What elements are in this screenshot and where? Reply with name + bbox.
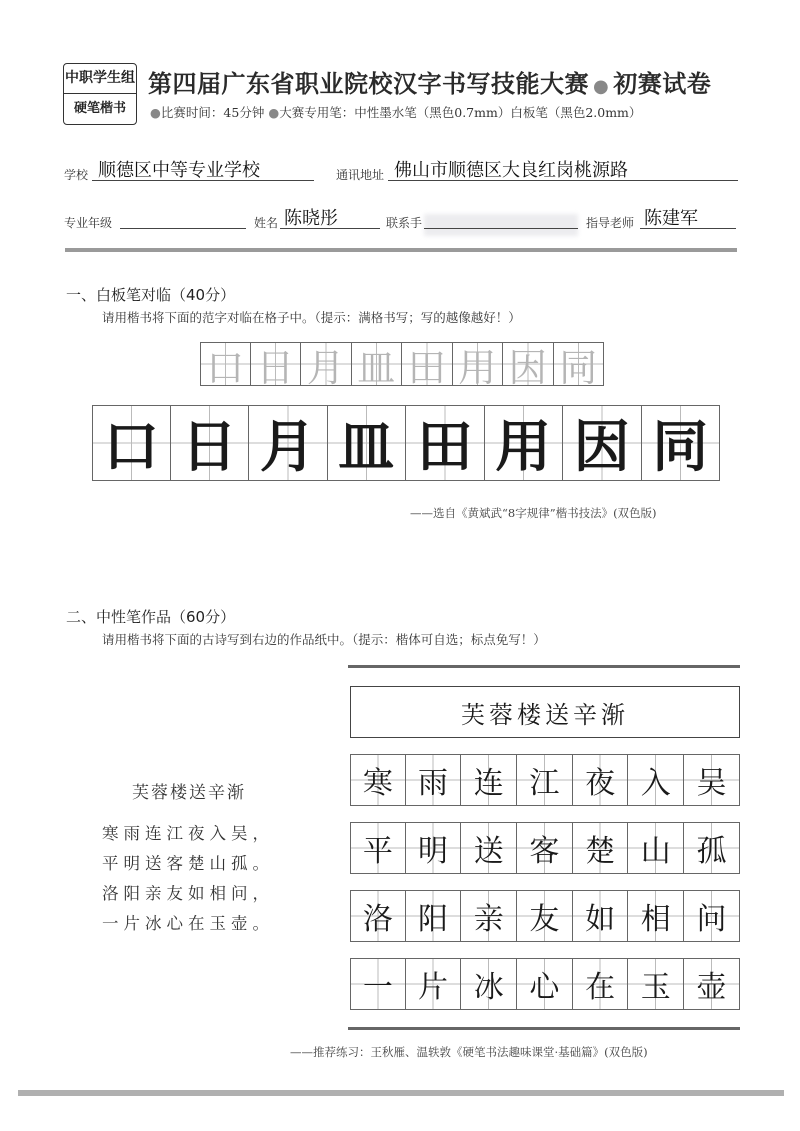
model-char-cell: 同	[554, 342, 605, 386]
copy-char-row	[92, 405, 720, 481]
sheet-char-cell[interactable]: 冰	[461, 958, 517, 1010]
model-char-cell: 日	[251, 342, 302, 386]
sheet-char-cell[interactable]: 寒	[350, 754, 406, 806]
sheet-row-3	[350, 890, 740, 942]
section1-title: 一、白板笔对临（40分）	[66, 286, 236, 304]
footer-divider	[18, 1090, 784, 1096]
poem-line: 平明送客楚山孤。	[102, 854, 274, 873]
sheet-char-cell[interactable]: 楚	[573, 822, 629, 874]
poem-line: 一片冰心在玉壶。	[102, 914, 274, 933]
model-char-cell: 因	[503, 342, 554, 386]
sheet-char-cell[interactable]: 洛	[350, 890, 406, 942]
page-title	[148, 64, 711, 99]
name-label: 姓名	[254, 216, 279, 230]
sheet-bottom-border	[348, 1027, 740, 1030]
address-label: 通讯地址	[336, 168, 385, 182]
model-char-row	[200, 342, 604, 390]
poem-title: 芙蓉楼送辛渐	[132, 783, 246, 803]
phone-label: 联系手	[386, 216, 423, 230]
sheet-char-cell[interactable]: 相	[628, 890, 684, 942]
teacher-label: 指导老师	[586, 216, 635, 230]
sheet-char-cell[interactable]: 平	[350, 822, 406, 874]
phone-redaction	[424, 214, 578, 236]
sheet-char-cell[interactable]: 在	[573, 958, 629, 1010]
sheet-char-cell[interactable]: 如	[573, 890, 629, 942]
sheet-char-cell[interactable]: 连	[461, 754, 517, 806]
sheet-char-cell[interactable]: 问	[684, 890, 740, 942]
poem-line: 寒雨连江夜入吴，	[102, 824, 274, 843]
section2-credit: ——推荐练习：王秋雁、温轶敦《硬笔书法趣味课堂·基础篇》(双色版)	[290, 1045, 648, 1059]
subtitle-time: 比赛时间：45分钟	[160, 105, 265, 120]
section1-credit: ——选自《黄斌武“8字规律”楷书技法》(双色版)	[410, 506, 657, 520]
sheet-char-cell[interactable]: 夜	[573, 754, 629, 806]
bullet-dot-icon: ●	[593, 76, 610, 97]
phone-underline	[424, 228, 578, 229]
bullet-dot-icon: ●	[268, 105, 280, 120]
sheet-char-cell[interactable]: 一	[350, 958, 406, 1010]
sheet-char-cell[interactable]: 明	[406, 822, 462, 874]
copy-char-cell[interactable]: 皿	[328, 405, 407, 481]
header-divider	[65, 248, 737, 252]
bullet-dot-icon: ●	[150, 105, 161, 120]
sheet-row-1	[350, 754, 740, 806]
copy-char-cell[interactable]: 日	[171, 405, 250, 481]
sheet-char-cell[interactable]: 心	[517, 958, 573, 1010]
sheet-row-2	[350, 822, 740, 874]
sheet-char-cell[interactable]: 阳	[406, 890, 462, 942]
name-field[interactable]: 陈晓彤	[284, 208, 338, 229]
subtitle-pens: 大赛专用笔：中性墨水笔（黑色0.7mm）白板笔（黑色2.0mm）	[279, 105, 642, 120]
sheet-top-border	[348, 665, 740, 668]
sheet-char-cell[interactable]: 吴	[684, 754, 740, 806]
teacher-field[interactable]: 陈建军	[644, 208, 698, 229]
sheet-char-cell[interactable]: 客	[517, 822, 573, 874]
group-badge-top: 中职学生组	[65, 70, 135, 86]
sheet-char-cell[interactable]: 玉	[628, 958, 684, 1010]
copy-char-cell[interactable]: 因	[563, 405, 642, 481]
sheet-char-cell[interactable]: 壶	[684, 958, 740, 1010]
model-char-cell: 田	[402, 342, 453, 386]
copy-char-cell[interactable]: 同	[642, 405, 721, 481]
school-field[interactable]: 顺德区中等专业学校	[98, 160, 260, 181]
copy-char-cell[interactable]: 口	[92, 405, 171, 481]
sheet-title[interactable]: 芙蓉楼送辛渐	[350, 686, 740, 738]
sheet-char-cell[interactable]: 山	[628, 822, 684, 874]
sheet-char-cell[interactable]: 送	[461, 822, 517, 874]
model-char-cell: 口	[200, 342, 251, 386]
sheet-row-4	[350, 958, 740, 1010]
poem-line: 洛阳亲友如相问，	[102, 884, 274, 903]
section2-title: 二、中性笔作品（60分）	[66, 608, 236, 626]
copy-char-cell[interactable]: 用	[485, 405, 564, 481]
address-field[interactable]: 佛山市顺德区大良红岗桃源路	[394, 160, 628, 181]
sheet-char-cell[interactable]: 友	[517, 890, 573, 942]
page-title-suffix: 初赛试卷	[613, 70, 712, 98]
copy-char-cell[interactable]: 田	[406, 405, 485, 481]
page-subtitle	[150, 103, 641, 121]
major-underline	[120, 228, 246, 229]
copy-char-cell[interactable]: 月	[249, 405, 328, 481]
model-char-cell: 皿	[352, 342, 403, 386]
major-label: 专业年级	[64, 216, 113, 230]
sheet-char-cell[interactable]: 江	[517, 754, 573, 806]
sheet-char-cell[interactable]: 片	[406, 958, 462, 1010]
sheet-char-cell[interactable]: 孤	[684, 822, 740, 874]
section2-instruction: 请用楷书将下面的古诗写到右边的作品纸中。（提示：楷体可自选；标点免写！）	[102, 632, 546, 647]
model-char-cell: 月	[301, 342, 352, 386]
group-badge	[63, 63, 137, 125]
group-badge-bottom: 硬笔楷书	[64, 93, 136, 123]
page-title-main: 第四届广东省职业院校汉字书写技能大赛	[148, 70, 589, 98]
model-char-cell: 用	[453, 342, 504, 386]
sheet-char-cell[interactable]: 入	[628, 754, 684, 806]
sheet-char-cell[interactable]: 亲	[461, 890, 517, 942]
school-label: 学校	[64, 168, 89, 182]
section1-instruction: 请用楷书将下面的范字对临在格子中。（提示：满格书写；写的越像越好！）	[102, 310, 521, 325]
sheet-char-cell[interactable]: 雨	[406, 754, 462, 806]
